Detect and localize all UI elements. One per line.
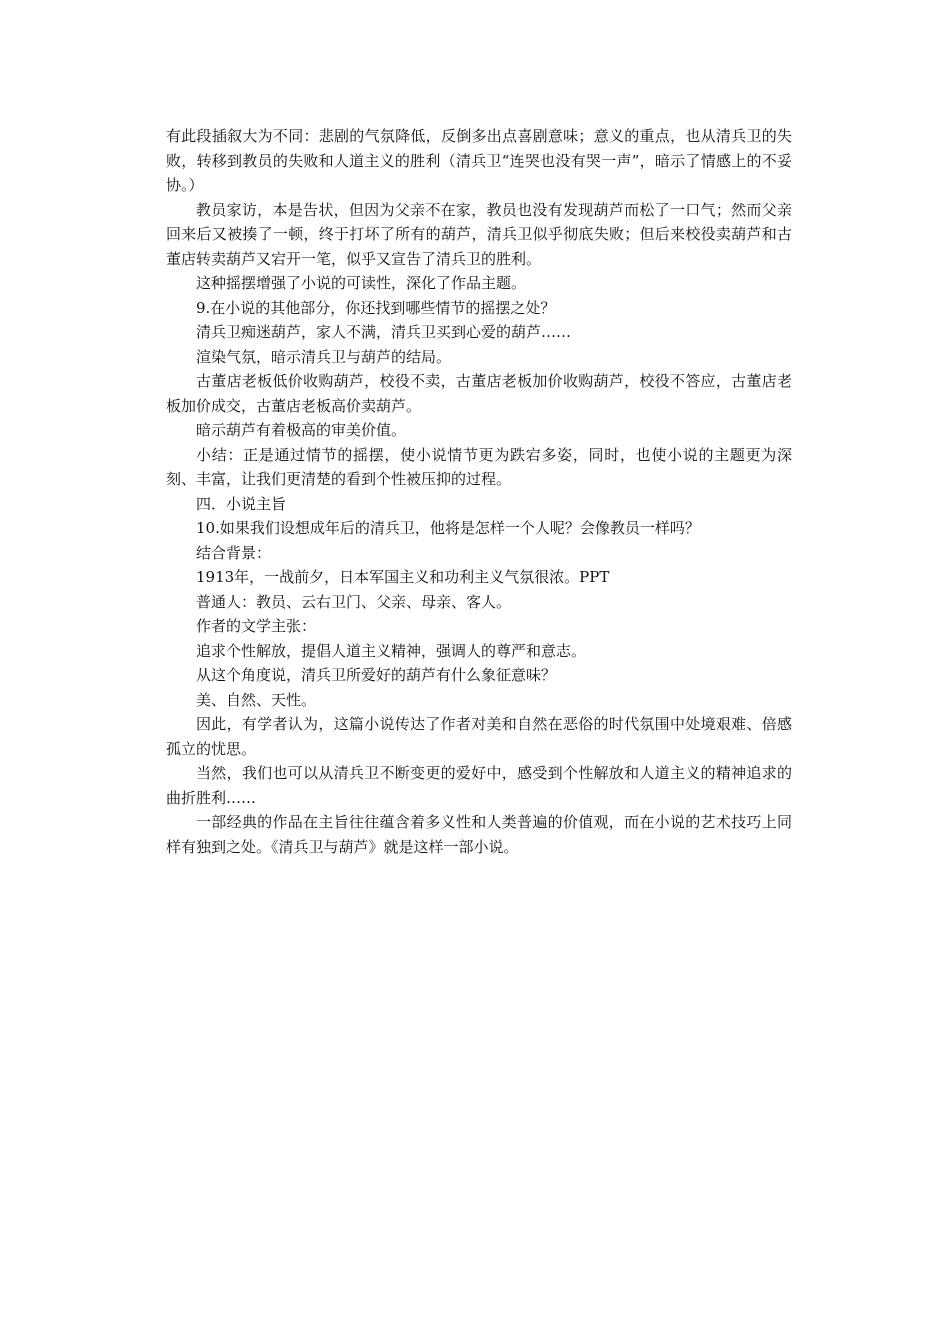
paragraph: 古董店老板低价收购葫芦，校役不卖，古董店老板加价收购葫芦，校役不答应，古董店老板加价成交，古董店老板高价卖葫芦。 (166, 372, 792, 415)
closing-paragraph: 一部经典的作品在主旨往往蕴含着多义性和人类普遍的价值观，而在小说的艺术技巧上同样有独到之处。《清兵卫与葫芦》就是这样一部小说。 (166, 813, 792, 856)
paragraph: 美、自然、天性。 (196, 690, 317, 709)
document-body (166, 124, 792, 859)
paragraph: 普通人：教员、云右卫门、父亲、母亲、客人。 (196, 592, 512, 611)
paragraph: 暗示葫芦有着极高的审美价值。 (196, 421, 407, 439)
summary-paragraph: 小结：正是通过情节的摇摆，使小说情节更为跌宕多姿，同时，也使小说的主题更为深刻、丰富，让我们更清楚的看到个性被压抑的过程。 (166, 445, 792, 488)
section-heading: 四．小说主旨 (196, 494, 287, 513)
paragraph: 教员家访，本是告状，但因为父亲不在家，教员也没有发现葫芦而松了一口气；然而父亲回来后又被揍了一顿，终于打坏了所有的葫芦，清兵卫似乎彻底失败；但后来校役卖葫芦和古董店转卖葫芦又宕开一笔，似乎又宣告了清兵卫的胜利。 (166, 200, 792, 268)
paragraph: 追求个性解放，提倡人道主义精神，强调人的尊严和意志。 (196, 641, 587, 660)
paragraph: 因此，有学者认为，这篇小说传达了作者对美和自然在恶俗的时代氛围中处境艰难、倍感孤立的忧思。 (166, 715, 792, 758)
paragraph: 从这个角度说，清兵卫所爱好的葫芦有什么象征意味？ (196, 666, 557, 684)
question-10: 10.如果我们设想成年后的清兵卫，他将是怎样一个人呢？会像教员一样吗？ (196, 519, 700, 537)
paragraph: 有此段插叙大为不同：悲剧的气氛降低，反倒多出点喜剧意味；意义的重点，也从清兵卫的失败，转移到教员的失败和人道主义的胜利（清兵卫“连哭也没有哭一声”，暗示了情感上的不妥协。） (166, 127, 792, 194)
question-9: 9.在小说的其他部分，你还找到哪些情节的摇摆之处？ (196, 298, 556, 317)
paragraph: 这种摇摆增强了小说的可读性，深化了作品主题。 (196, 274, 527, 292)
paragraph: 清兵卫痴迷葫芦，家人不满，清兵卫买到心爱的葫芦…… (196, 323, 572, 341)
paragraph: 当然，我们也可以从清兵卫不断变更的爱好中，感受到个性解放和人道主义的精神追求的曲折胜利…… (166, 764, 792, 807)
paragraph: 渲染气氛，暗示清兵卫与葫芦的结局。 (196, 347, 452, 366)
paragraph: 结合背景： (196, 543, 272, 562)
paragraph: 1913年，一战前夕，日本军国主义和功利主义气氛很浓。PPT (196, 568, 610, 586)
paragraph: 作者的文学主张： (196, 617, 317, 635)
